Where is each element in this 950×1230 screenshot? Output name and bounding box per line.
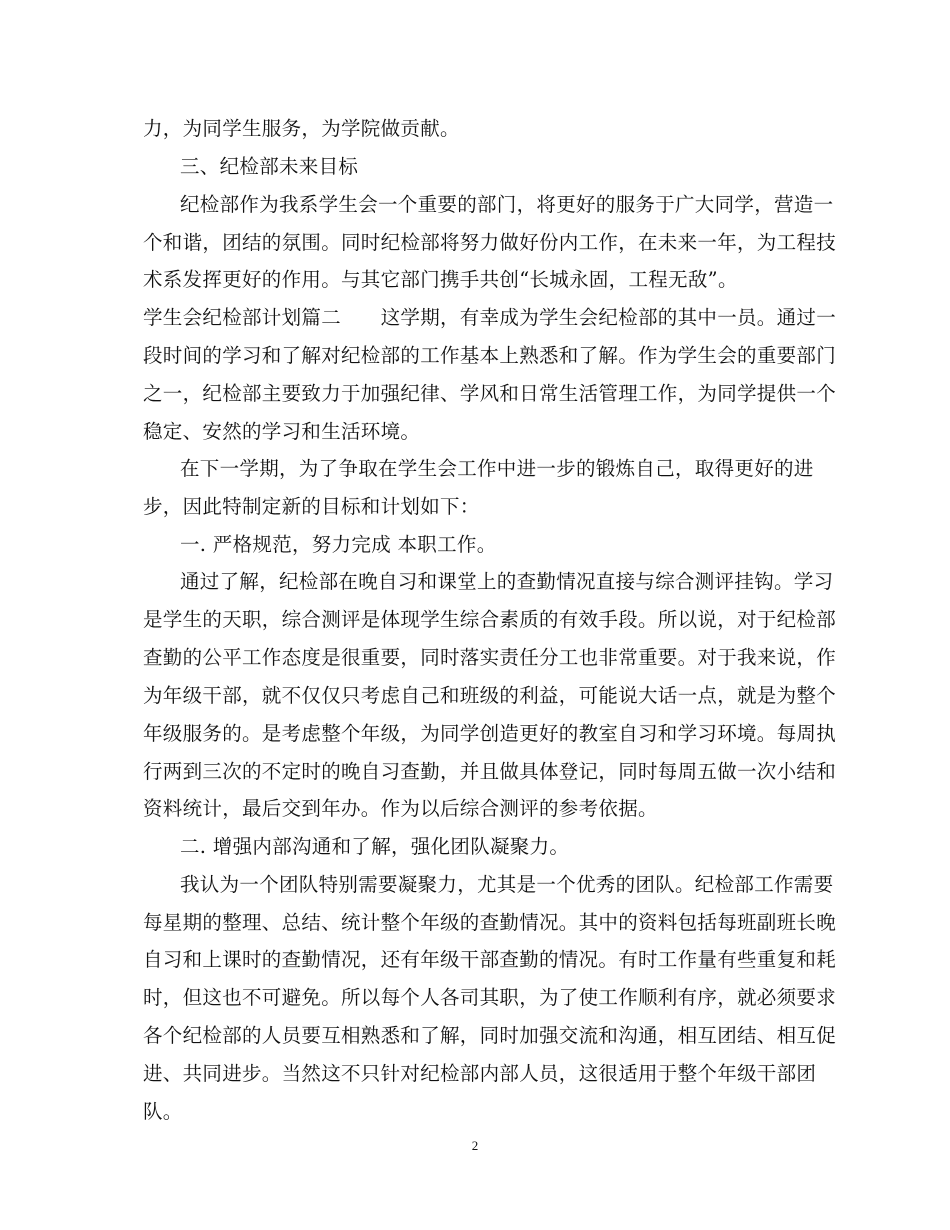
text-line: 我认为一个团队特别需要凝聚力，尤其是一个优秀的团队。纪检部工作需要 (180, 873, 834, 896)
text-line: 队。 (143, 1100, 183, 1123)
text-line: 术系发挥更好的作用。与其它部门携手共创“长城永固，工程无敌”。 (143, 268, 738, 291)
section-heading: 一. 严格规范，努力完成 本职工作。 (180, 533, 497, 556)
text-line: 在下一学期，为了争取在学生会工作中进一步的锻炼自己，取得更好的进 (180, 457, 814, 480)
text-line: 步，因此特制定新的目标和计划如下： (143, 495, 480, 518)
text-line: 是学生的天职，综合测评是体现学生综合素质的有效手段。所以说，对于纪检部 (143, 608, 837, 631)
text-line: 年级服务的。是考虑整个年级，为同学创造更好的教室自习和学习环境。每周执 (143, 722, 837, 745)
page-number: 2 (471, 1138, 479, 1153)
text-line: 通过了解，纪检部在晚自习和课堂上的查勤情况直接与综合测评挂钩。学习 (180, 570, 834, 593)
section-heading: 三、纪检部未来目标 (180, 155, 359, 178)
text-line: 稳定、安然的学习和生活环境。 (143, 420, 421, 443)
text-line: 为年级干部，就不仅仅只考虑自己和班级的利益，可能说大话一点，就是为整个 (143, 684, 837, 707)
text-line: 力，为同学生服务，为学院做贡献。 (143, 117, 460, 140)
text-line: 自习和上课时的查勤情况，还有年级干部查勤的情况。有时工作量有些重复和耗 (143, 948, 837, 971)
text-line: 进、共同进步。当然这不只针对纪检部内部人员，这很适用于整个年级干部团 (143, 1062, 817, 1085)
text-line: 纪检部作为我系学生会一个重要的部门，将更好的服务于广大同学，营造一 (180, 193, 834, 216)
text-line: 资料统计，最后交到年办。作为以后综合测评的参考依据。 (143, 797, 658, 820)
text-line: 时，但这也不可避免。所以每个人各司其职，为了使工作顺利有序，就必须要求 (143, 986, 837, 1009)
text-line: 各个纪检部的人员要互相熟悉和了解，同时加强交流和沟通，相互团结、相互促 (143, 1024, 837, 1047)
section-heading: 二. 增强内部沟通和了解，强化团队凝聚力。 (180, 835, 570, 858)
text-line: 查勤的公平工作态度是很重要，同时落实责任分工也非常重要。对于我来说，作 (143, 646, 837, 669)
text-line: 段时间的学习和了解对纪检部的工作基本上熟悉和了解。作为学生会的重要部门 (143, 344, 837, 367)
text-line: 个和谐，团结的氛围。同时纪检部将努力做好份内工作，在未来一年，为工程技 (143, 231, 837, 254)
text-line: 学生会纪检部计划篇二 这学期，有幸成为学生会纪检部的其中一员。通过一 (143, 306, 837, 329)
text-line: 之一，纪检部主要致力于加强纪律、学风和日常生活管理工作，为同学提供一个 (143, 382, 837, 405)
text-line: 每星期的整理、总结、统计整个年级的查勤情况。其中的资料包括每班副班长晚 (143, 911, 837, 934)
text-line: 行两到三次的不定时的晚自习查勤，并且做具体登记，同时每周五做一次小结和 (143, 760, 837, 783)
